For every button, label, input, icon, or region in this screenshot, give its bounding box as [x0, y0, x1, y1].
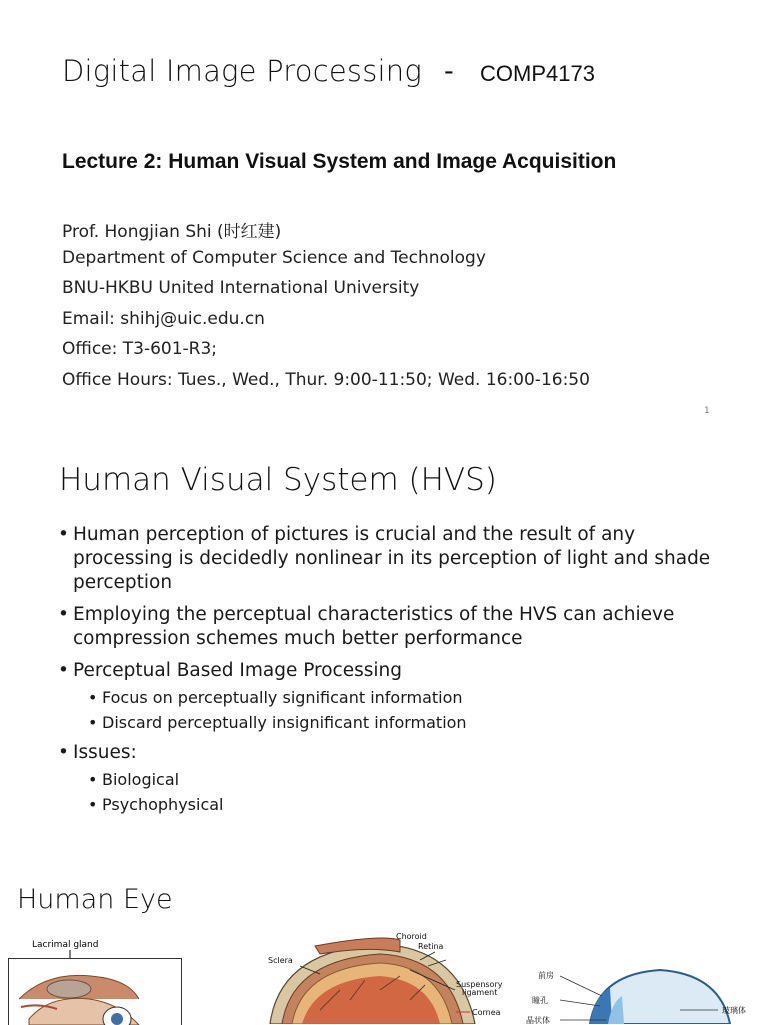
- sub-bullet-biological: [88, 769, 738, 791]
- ligament-label: ligament: [462, 988, 498, 997]
- bullet-dot: •: [88, 770, 98, 789]
- bullet-dot: •: [88, 795, 98, 814]
- suspensory-label: Suspensory: [456, 980, 503, 989]
- choroid-label: Choroid: [396, 932, 427, 941]
- sub-bullet-psychophysical: [88, 794, 738, 816]
- bullet-perceptual-processing: [58, 659, 738, 683]
- slide3-title: Human Eye: [17, 884, 173, 915]
- office: Office: T3-601-R3;: [62, 339, 218, 359]
- bullet-perception: [58, 523, 738, 595]
- eye-cross-section-illustration: [260, 930, 510, 1024]
- sclera-label: Sclera: [268, 956, 293, 965]
- bullet-dot: •: [58, 660, 69, 681]
- slide1-title: Digital Image Processing: [62, 54, 422, 88]
- bullet-text: Employing the perceptual characteristics of the HVS can achieve compression schemes much better performance: [73, 604, 675, 649]
- bullet-dot: •: [58, 604, 69, 625]
- bullet-text: Human perception of pictures is crucial and the result of any processing is decidedly nonlinear in its perception of light and shade perception: [73, 524, 711, 593]
- page-number: 1: [704, 406, 710, 416]
- bullet-text: Issues:: [73, 742, 137, 763]
- bullet-dot: •: [58, 524, 69, 545]
- bullet-text: Biological: [102, 770, 180, 789]
- course-code: COMP4173: [480, 61, 595, 86]
- lens-label: 晶状体: [526, 1016, 550, 1024]
- eye-labeled-diagram: [520, 966, 768, 1024]
- university: BNU-HKBU United International University: [62, 278, 420, 298]
- sub-bullet-focus: [88, 687, 738, 709]
- bullet-dot: •: [58, 742, 69, 763]
- department: Department of Computer Science and Technology: [62, 248, 486, 268]
- email: Email: shihj@uic.edu.cn: [62, 309, 265, 329]
- office-hours: Office Hours: Tues., Wed., Thur. 9:00-11:50; Wed. 16:00-16:50: [62, 370, 590, 390]
- sub-bullet-discard: [88, 712, 738, 734]
- eye-external-illustration: [8, 958, 182, 1025]
- anterior-chamber-label: 前房: [538, 971, 554, 980]
- bullet-hvs-compression: [58, 603, 738, 651]
- bullet-text: Psychophysical: [102, 795, 224, 814]
- lecture-title: Lecture 2: Human Visual System and Image Acquisition: [62, 150, 617, 173]
- bullet-dot: •: [88, 713, 98, 732]
- bullet-text: Perceptual Based Image Processing: [73, 660, 402, 681]
- title-separator: -: [444, 56, 454, 87]
- pupil-label: 瞳孔: [532, 996, 548, 1005]
- bullet-text: Discard perceptually insignificant information: [102, 713, 467, 732]
- bullet-text: Focus on perceptually significant information: [102, 688, 463, 707]
- bullet-issues: [58, 741, 738, 765]
- bullet-dot: •: [88, 688, 98, 707]
- slide2-title: Human Visual System (HVS): [59, 462, 497, 498]
- cornea-label: Cornea: [472, 1008, 501, 1017]
- lacrimal-gland-label: Lacrimal gland: [32, 940, 99, 950]
- instructor-name: Prof. Hongjian Shi (时红建): [62, 222, 282, 242]
- retina-label: Retina: [418, 942, 444, 951]
- vitreous-label: 玻璃体: [722, 1006, 746, 1015]
